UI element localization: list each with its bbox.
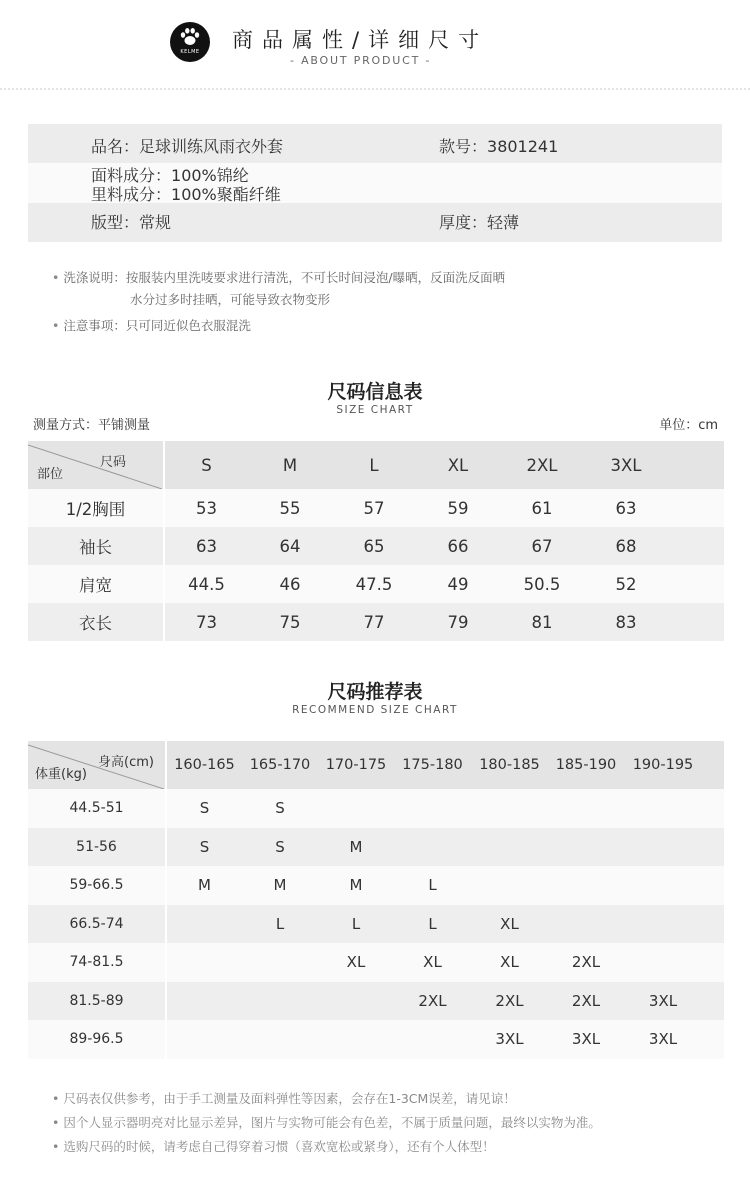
row-label: 衣长 [28, 603, 164, 641]
table-cell: L [318, 905, 394, 944]
table-cell [394, 1020, 471, 1059]
table-cell: 64 [248, 527, 332, 565]
table-cell: 63 [164, 527, 248, 565]
table-cell [166, 982, 242, 1021]
attr-fabric: 面料成分：100%锦纶 [91, 166, 249, 185]
table-row [28, 527, 724, 565]
size-chart-table [28, 441, 724, 641]
page-header [0, 18, 750, 78]
header-divider [0, 88, 750, 90]
paw-icon [179, 27, 201, 47]
table-cell: 79 [416, 603, 500, 641]
table-cell [318, 982, 394, 1021]
table-cell [242, 1020, 318, 1059]
table-cell: 66 [416, 527, 500, 565]
unit-label: 单位：cm [659, 418, 718, 433]
table-cell: 68 [584, 527, 668, 565]
attr-style-no: 款号：3801241 [439, 137, 559, 156]
table-cell: 63 [584, 489, 668, 527]
table-cell: 2XL [548, 943, 624, 982]
table-cell [548, 866, 624, 905]
table-cell: 3XL [548, 1020, 624, 1059]
table-cell [548, 905, 624, 944]
table-cell [548, 828, 624, 867]
height-header: 190-195 [624, 741, 702, 789]
table-cell: S [166, 789, 242, 828]
size-chart-corner [28, 441, 164, 489]
table-cell [471, 828, 548, 867]
row-label: 81.5-89 [28, 982, 166, 1021]
footnote: • 因个人显示器明亮对比显示差异，图片与实物可能会有色差，不属于质量问题，最终以实物为准。 [52, 1113, 601, 1131]
table-cell: 61 [500, 489, 584, 527]
table-cell: 73 [164, 603, 248, 641]
table-cell: XL [471, 905, 548, 944]
size-chart-subtitle: SIZE CHART [336, 404, 414, 416]
height-header: 175-180 [394, 741, 471, 789]
table-row [28, 828, 724, 867]
table-row [28, 565, 724, 603]
table-cell: 2XL [548, 982, 624, 1021]
table-cell: XL [394, 943, 471, 982]
table-cell [471, 789, 548, 828]
table-cell: M [242, 866, 318, 905]
size-header: M [248, 441, 332, 489]
measure-method: 测量方式：平铺测量 [33, 418, 151, 433]
row-label: 59-66.5 [28, 866, 166, 905]
table-cell [394, 789, 471, 828]
table-cell: XL [471, 943, 548, 982]
table-row [28, 789, 724, 828]
product-attributes [28, 124, 722, 242]
table-cell: 81 [500, 603, 584, 641]
height-header: 170-175 [318, 741, 394, 789]
table-cell [624, 789, 702, 828]
row-label: 74-81.5 [28, 943, 166, 982]
table-cell: 3XL [624, 982, 702, 1021]
table-row [28, 1020, 724, 1059]
size-chart-header-row [28, 441, 724, 489]
table-cell [624, 943, 702, 982]
recommend-table [28, 741, 725, 1059]
table-cell [318, 789, 394, 828]
attr-lining: 里料成分：100%聚酯纤维 [91, 185, 281, 204]
corner-weight-label: 体重(kg) [35, 767, 87, 782]
table-cell [166, 905, 242, 944]
care-wash-line2: 水分过多时挂晒，可能导致衣物变形 [130, 292, 331, 307]
table-cell [624, 905, 702, 944]
size-header: 2XL [500, 441, 584, 489]
height-header: 160-165 [166, 741, 242, 789]
table-cell: 67 [500, 527, 584, 565]
table-cell [624, 828, 702, 867]
table-cell: L [394, 905, 471, 944]
table-cell: 44.5 [164, 565, 248, 603]
row-label: 44.5-51 [28, 789, 166, 828]
corner-size-label: 尺码 [100, 455, 127, 470]
recommend-corner [28, 741, 166, 789]
corner-part-label: 部位 [37, 467, 64, 482]
table-cell: 83 [584, 603, 668, 641]
table-cell [624, 866, 702, 905]
table-cell: 52 [584, 565, 668, 603]
table-cell [242, 982, 318, 1021]
footnote: • 尺码表仅供参考，由于手工测量及面料弹性等因素，会存在1-3CM误差，请见谅！ [52, 1089, 516, 1107]
table-cell: S [166, 828, 242, 867]
height-header: 165-170 [242, 741, 318, 789]
table-cell: M [166, 866, 242, 905]
size-chart-title: 尺码信息表 [327, 381, 423, 403]
recommend-subtitle: RECOMMEND SIZE CHART [292, 704, 458, 716]
table-cell: 2XL [471, 982, 548, 1021]
row-label: 51-56 [28, 828, 166, 867]
table-row [28, 982, 724, 1021]
header-title: 商品属性/详细尺寸 [232, 28, 489, 52]
corner-height-label: 身高(cm) [98, 755, 154, 770]
table-cell [471, 866, 548, 905]
recommend-title: 尺码推荐表 [327, 681, 423, 703]
table-cell: 2XL [394, 982, 471, 1021]
table-cell: M [318, 828, 394, 867]
size-header: XL [416, 441, 500, 489]
height-header: 180-185 [471, 741, 548, 789]
attr-fit: 版型：常规 [91, 213, 172, 232]
table-cell: 75 [248, 603, 332, 641]
row-label: 66.5-74 [28, 905, 166, 944]
height-header: 185-190 [548, 741, 624, 789]
care-wash-line1: • 洗涤说明：按服装内里洗唛要求进行清洗，不可长时间浸泡/曝晒，反面洗反面晒 [52, 268, 505, 286]
table-cell: 50.5 [500, 565, 584, 603]
care-note: • 注意事项：只可同近似色衣服混洗 [52, 316, 251, 334]
size-header: 3XL [584, 441, 668, 489]
table-cell: L [394, 866, 471, 905]
logo-brand-text: KELME [180, 49, 200, 55]
table-cell: S [242, 828, 318, 867]
table-cell [166, 1020, 242, 1059]
header-subtitle: - ABOUT PRODUCT - [290, 54, 432, 67]
table-cell: 65 [332, 527, 416, 565]
table-cell [166, 943, 242, 982]
table-cell [394, 828, 471, 867]
table-cell: XL [318, 943, 394, 982]
brand-logo [170, 22, 210, 62]
table-row [28, 489, 724, 527]
size-header: S [164, 441, 248, 489]
row-label: 89-96.5 [28, 1020, 166, 1059]
table-cell: L [242, 905, 318, 944]
recommend-header-row [28, 741, 724, 789]
table-cell: 59 [416, 489, 500, 527]
table-cell [318, 1020, 394, 1059]
table-cell [242, 943, 318, 982]
attr-thickness: 厚度：轻薄 [439, 213, 520, 232]
table-cell: 53 [164, 489, 248, 527]
table-cell: 57 [332, 489, 416, 527]
table-cell: 77 [332, 603, 416, 641]
size-header: L [332, 441, 416, 489]
table-row [28, 905, 724, 944]
table-cell [548, 789, 624, 828]
row-label: 肩宽 [28, 565, 164, 603]
table-row [28, 866, 724, 905]
table-cell: 55 [248, 489, 332, 527]
table-cell: 3XL [471, 1020, 548, 1059]
table-cell: S [242, 789, 318, 828]
table-row [28, 943, 724, 982]
table-cell: 3XL [624, 1020, 702, 1059]
table-row [28, 603, 724, 641]
row-label: 1/2胸围 [28, 489, 164, 527]
table-cell: 49 [416, 565, 500, 603]
footnote: • 选购尺码的时候，请考虑自己得穿着习惯（喜欢宽松或紧身），还有个人体型！ [52, 1137, 495, 1155]
table-cell: M [318, 866, 394, 905]
attr-name: 品名：足球训练风雨衣外套 [91, 137, 284, 156]
table-cell: 47.5 [332, 565, 416, 603]
row-label: 袖长 [28, 527, 164, 565]
table-cell: 46 [248, 565, 332, 603]
